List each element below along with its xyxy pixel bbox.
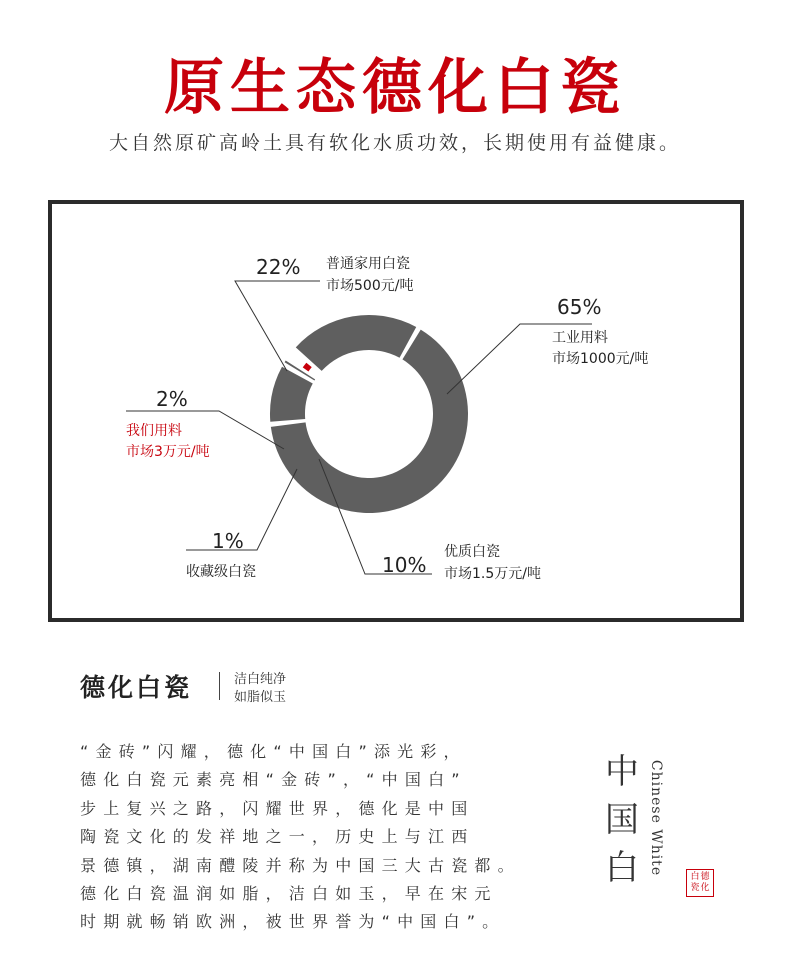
donut-chart xyxy=(52,204,740,618)
donut-slice xyxy=(303,363,312,372)
intro-line: 步上复兴之路，闪耀世界，德化是中国 xyxy=(80,798,475,818)
slice-name-label: 我们用料 xyxy=(126,423,182,439)
slice-price-label: 市场3万元/吨 xyxy=(126,444,210,460)
slice-percent-label: 22% xyxy=(256,255,301,279)
intro-line: 德化白瓷元素亮相“金砖”，“中国白” xyxy=(80,770,467,790)
slice-name-label: 工业用料 xyxy=(552,330,608,346)
seal-char: 白 xyxy=(690,872,700,882)
slice-name-label: 普通家用白瓷 xyxy=(326,256,410,272)
slice-price-label: 市场1000元/吨 xyxy=(552,351,649,367)
slice-price-label: 市场500元/吨 xyxy=(326,278,414,294)
donut-slice xyxy=(296,315,416,371)
slice-percent-label: 10% xyxy=(382,553,427,577)
tagline-line-1: 洁白纯净 xyxy=(234,672,287,687)
intro-line: 德化白瓷温润如脂，洁白如玉，早在宋元 xyxy=(80,883,498,903)
slice-name-label: 优质白瓷 xyxy=(444,544,500,560)
china-white-vertical-title xyxy=(602,748,642,892)
page-subtitle: 大自然原矿高岭土具有软化水质功效，长期使用有益健康。 xyxy=(108,132,681,154)
red-seal-stamp xyxy=(686,869,714,897)
chinese-white-english: Chinese White xyxy=(648,759,664,877)
seal-char: 瓷 xyxy=(690,883,700,893)
seal-char: 德 xyxy=(700,872,710,882)
slice-price-label: 市场1.5万元/吨 xyxy=(444,566,541,582)
seal-char: 化 xyxy=(700,883,710,893)
intro-line: 陶瓷文化的发祥地之一，历史上与江西 xyxy=(80,827,475,847)
intro-paragraph xyxy=(80,738,521,937)
intro-line: 景德镇，湖南醴陵并称为中国三大古瓷都。 xyxy=(80,855,521,875)
page-title: 原生态德化白瓷 xyxy=(164,53,626,123)
slice-percent-label: 1% xyxy=(212,529,244,553)
slice-percent-label: 65% xyxy=(557,295,602,319)
slice-percent-label: 2% xyxy=(156,387,188,411)
brand-divider xyxy=(219,672,220,700)
vertical-char: 中 xyxy=(605,752,639,792)
donut-slice xyxy=(271,330,468,513)
intro-line: “金砖”闪耀，德化“中国白”添光彩， xyxy=(80,742,467,761)
brand-title: 德化白瓷 xyxy=(80,673,193,702)
intro-line: 时期就畅销欧洲，被世界誉为“中国白”。 xyxy=(80,912,506,932)
vertical-char: 国 xyxy=(605,800,639,840)
donut-chart-panel xyxy=(48,200,744,622)
vertical-char: 白 xyxy=(605,848,639,888)
slice-name-label: 收藏级白瓷 xyxy=(186,564,256,580)
tagline-line-2: 如脂似玉 xyxy=(234,690,287,705)
